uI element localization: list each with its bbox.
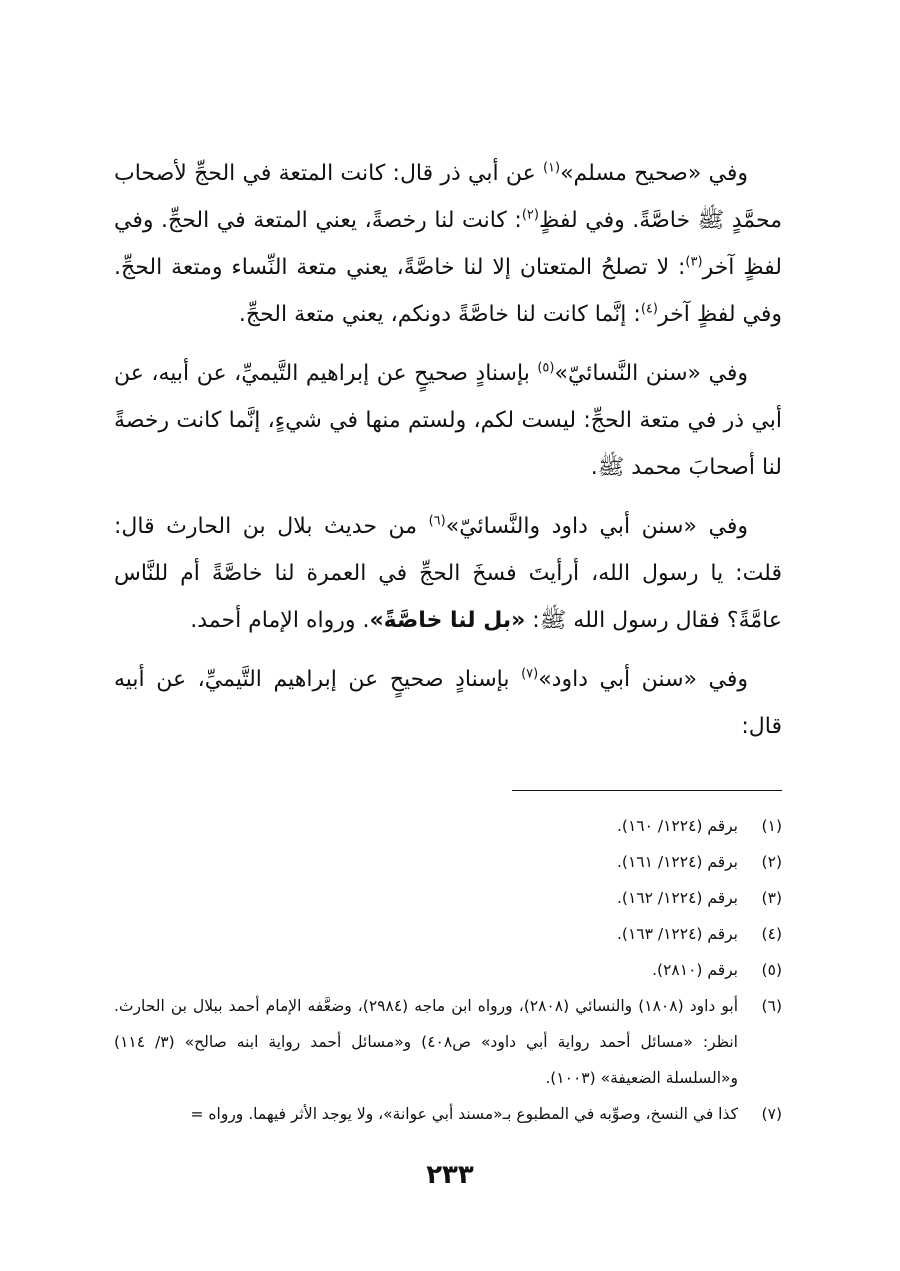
footnote-number: (٥) bbox=[761, 961, 782, 979]
body-paragraph bbox=[114, 350, 782, 491]
footnote-text: برقم (٢٨١٠). bbox=[652, 961, 738, 979]
footnote-number: (٣) bbox=[761, 889, 782, 907]
main-text-body bbox=[114, 150, 782, 762]
footnote-item bbox=[114, 1096, 782, 1132]
footnote-separator bbox=[512, 790, 782, 791]
paragraph-text: . ورواه الإمام أحمد. bbox=[190, 608, 370, 633]
body-paragraph bbox=[114, 503, 782, 644]
footnote-text: برقم (١٢٢٤/ ١٦١). bbox=[616, 853, 738, 871]
paragraph-text: عن أبي ذر قال: كانت المتعة في الحجِّ لأصحاب محمَّدٍ ﷺ خاصَّةً. وفي لفظٍ bbox=[114, 161, 782, 233]
paragraph-text: : لا تصلحُ المتعتان إلا لنا خاصَّةً، يعني متعة النِّساء ومتعة الحجِّ. وفي لفظٍ آخر bbox=[114, 255, 782, 327]
footnote-number: (٤) bbox=[761, 925, 782, 943]
footnote-item bbox=[114, 808, 782, 844]
footnote-reference: (٧) bbox=[521, 666, 539, 682]
footnote-number: (١) bbox=[761, 817, 782, 835]
footnote-text: كذا في النسخ، وصوِّبه في المطبوع بـ«مسند أبي عوانة»، ولا يوجد الأثر فيهما. ورواه = bbox=[190, 1105, 738, 1123]
emphasized-quote: «بل لنا خاصَّةً» bbox=[369, 608, 526, 633]
paragraph-text: وفي «سنن النَّسائيّ» bbox=[554, 361, 748, 386]
footnote-item bbox=[114, 916, 782, 952]
footnote-item bbox=[114, 952, 782, 988]
body-paragraph bbox=[114, 150, 782, 338]
footnote-reference: (١) bbox=[542, 160, 561, 176]
footnote-item bbox=[114, 844, 782, 880]
footnotes-section bbox=[114, 808, 782, 1132]
page-number: ٢٣٣ bbox=[426, 1160, 474, 1190]
body-paragraph bbox=[114, 656, 782, 750]
paragraph-text: : إنَّما كانت لنا خاصَّةً دونكم، يعني متعة الحجِّ. bbox=[238, 302, 641, 327]
paragraph-text: بإسنادٍ صحيحٍ عن إبراهيم التَّيميِّ، عن أبيه قال: bbox=[114, 667, 782, 739]
footnote-reference: (٢) bbox=[521, 207, 539, 223]
paragraph-text: من حديث بلال بن الحارث قال: قلت: يا رسول الله، أرأيتَ فسخَ الحجِّ في العمرة لنا خاصَّةً أم للنَّاس عامَّةً؟ فقال رسول الله ﷺ: bbox=[114, 514, 782, 633]
paragraph-text: بإسنادٍ صحيحٍ عن إبراهيم التَّيميِّ، عن أبيه، عن أبي ذر في متعة الحجِّ: ليست لكم، ولستم منها في شيءٍ، إنَّما كانت رخصةً لنا أصحابَ محمد ﷺ. bbox=[114, 361, 782, 480]
footnote-reference: (٤) bbox=[640, 301, 658, 317]
footnote-reference: (٦) bbox=[428, 513, 446, 529]
footnote-text: أبو داود (١٨٠٨) والنسائي (٢٨٠٨)، ورواه ابن ماجه (٢٩٨٤)، وضعَّفه الإمام أحمد ببلال بن الحارث. انظر: «مسائل أحمد رواية أبي داود» ص٤٠٨) و«مسائل أحمد رواية ابنه صالح» (٣/ ١١٤) و«السلسلة الضعيفة» (١٠٠٣). bbox=[114, 997, 738, 1087]
paragraph-text: : كانت لنا رخصةً، يعني المتعة في الحجِّ. وفي لفظٍ آخر bbox=[114, 208, 782, 280]
paragraph-text: وفي «سنن أبي داود والنَّسائيّ» bbox=[445, 514, 748, 539]
paragraph-text: وفي «سنن أبي داود» bbox=[538, 667, 748, 692]
footnote-reference: (٣) bbox=[685, 254, 703, 270]
footnote-item bbox=[114, 880, 782, 916]
footnote-number: (٧) bbox=[761, 1105, 782, 1123]
paragraph-text: وفي «صحيح مسلم» bbox=[560, 161, 748, 186]
footnote-reference: (٥) bbox=[537, 360, 555, 376]
footnote-item bbox=[114, 988, 782, 1096]
footnote-text: برقم (١٢٢٤/ ١٦٢). bbox=[616, 889, 738, 907]
footnote-number: (٢) bbox=[761, 853, 782, 871]
footnote-text: برقم (١٢٢٤/ ١٦٠). bbox=[616, 817, 738, 835]
footnote-number: (٦) bbox=[761, 997, 782, 1015]
footnote-text: برقم (١٢٢٤/ ١٦٣). bbox=[616, 925, 738, 943]
